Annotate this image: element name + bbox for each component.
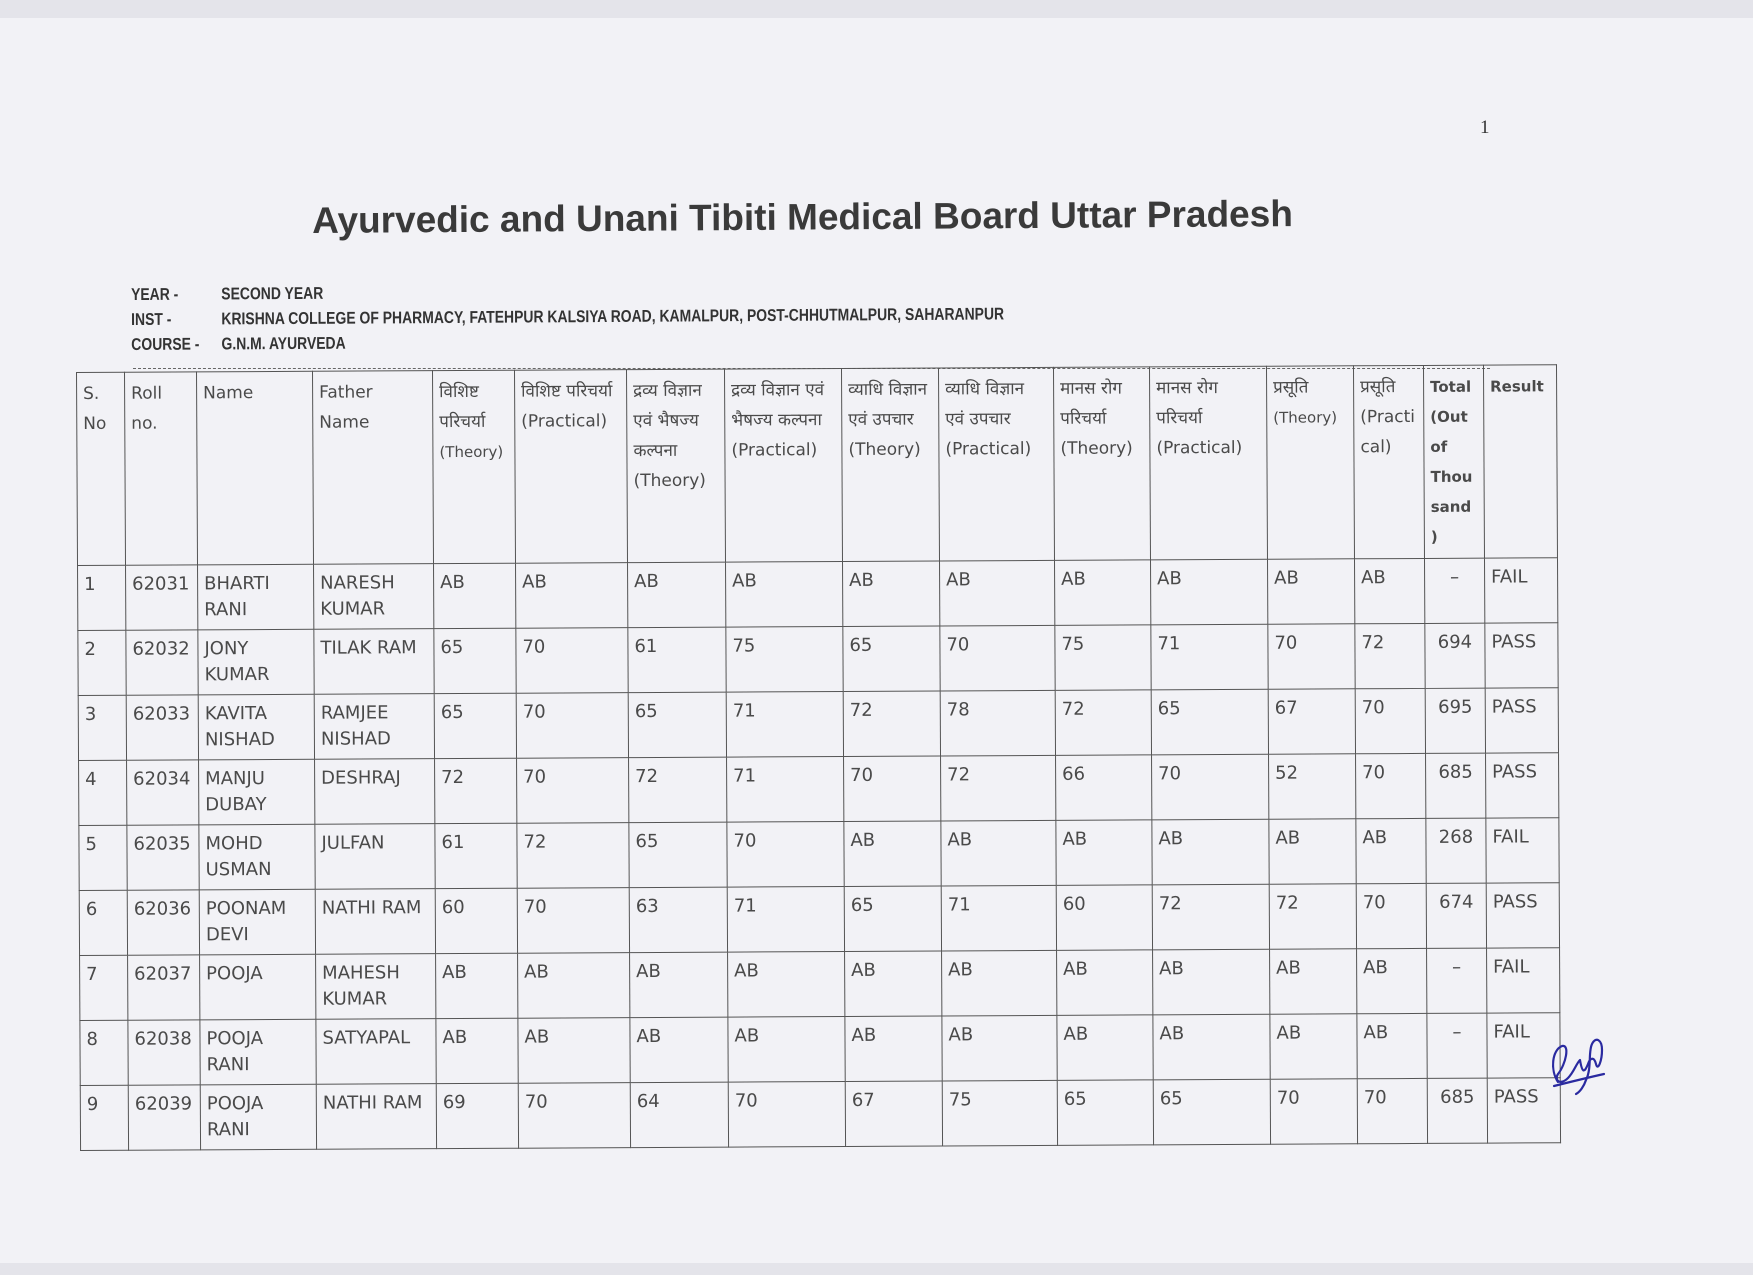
table-cell: 72 (435, 758, 517, 823)
year-value: SECOND YEAR (221, 283, 324, 304)
col-label: व्याधि विज्ञान एवं उपचार (945, 379, 1025, 430)
col-manas-rog-theory (1053, 367, 1150, 561)
table-cell: 70 (940, 625, 1055, 691)
col-label: विशिष्ट परिचर्या (521, 381, 613, 402)
institute-label: INST - (131, 309, 172, 329)
table-cell: POOJA (200, 954, 316, 1020)
table-cell: 72 (1152, 884, 1269, 950)
table-cell: 72 (941, 755, 1056, 821)
table-cell: SATYAPAL (316, 1019, 436, 1085)
table-cell: AB (436, 1018, 518, 1083)
table-body (78, 558, 1561, 1151)
table-cell: 72 (1055, 690, 1151, 756)
table-cell: 70 (1355, 688, 1425, 753)
year-label: YEAR - (131, 284, 179, 304)
table-cell: 75 (942, 1080, 1057, 1146)
table-cell: 4 (79, 760, 127, 825)
table-cell: 70 (1268, 624, 1355, 689)
table-cell: 6 (79, 890, 127, 955)
col-sub-label: (Theory) (1273, 408, 1338, 427)
table-cell: 7 (80, 955, 128, 1020)
table-header-row (77, 365, 1558, 566)
table-cell: JONY KUMAR (198, 629, 314, 695)
table-cell: 685 (1426, 753, 1486, 818)
table-cell: 9 (80, 1085, 128, 1150)
col-prasuti-theory (1266, 366, 1354, 559)
table-cell: AB (1150, 559, 1267, 625)
table-cell: 70 (1270, 1079, 1357, 1144)
table-cell: AB (516, 563, 628, 629)
table-row (80, 1013, 1560, 1086)
table-cell: 2 (78, 630, 126, 695)
table-cell: 62039 (128, 1085, 200, 1150)
table-cell: AB (942, 1015, 1057, 1081)
col-vishisht-paricharya-practical (514, 370, 627, 564)
table-cell: AB (1270, 949, 1357, 1014)
table-cell: 8 (80, 1020, 128, 1085)
table-cell: 70 (1357, 1078, 1427, 1143)
table-cell: NARESH KUMAR (314, 564, 434, 630)
table-cell: 66 (1056, 755, 1152, 821)
col-manas-rog-practical (1149, 366, 1267, 560)
table-cell: 65 (629, 822, 727, 888)
table-cell: AB (436, 953, 518, 1018)
course-label: COURSE - (131, 334, 200, 354)
table-cell: AB (1267, 559, 1354, 624)
table-cell: 67 (845, 1081, 942, 1147)
table-cell: 62035 (127, 825, 199, 890)
table-cell: AB (1269, 819, 1356, 884)
table-cell: PASS (1487, 1078, 1560, 1143)
table-cell: 70 (1152, 754, 1269, 820)
table-cell: AB (628, 562, 726, 628)
table-cell: 70 (516, 693, 628, 759)
institute-value: KRISHNA COLLEGE OF PHARMACY, FATEHPUR KALSIYA ROAD, KAMALPUR, POST-CHHUTMALPUR, SAHARANPUR (221, 304, 1005, 329)
table-cell: 63 (629, 887, 727, 953)
table-cell: 65 (1057, 1080, 1153, 1146)
table-cell: NATHI RAM (316, 1084, 436, 1150)
table-cell: AB (941, 820, 1056, 886)
table-cell: 71 (941, 885, 1056, 951)
table-cell: 268 (1426, 818, 1486, 883)
col-sub-label: (Theory) (633, 470, 706, 492)
col-label: द्रव्य विज्ञान एवं भैषज्य कल्पना (633, 380, 702, 462)
col-label: प्रसूति (1360, 377, 1396, 398)
table-cell: 78 (940, 690, 1055, 756)
table-row (80, 948, 1560, 1021)
table-cell: 65 (434, 628, 516, 693)
col-prasuti-practical (1353, 365, 1424, 558)
table-cell: 52 (1269, 754, 1356, 819)
table-cell: 70 (1356, 883, 1426, 948)
table-cell: AB (1354, 558, 1424, 623)
table-cell: PASS (1485, 623, 1558, 688)
col-sub-label: (Practical) (1156, 437, 1243, 459)
signature-icon (1540, 1020, 1620, 1100)
col-label: प्रसूति (1273, 377, 1309, 398)
table-cell: 70 (1356, 753, 1426, 818)
table-cell: FAIL (1486, 818, 1559, 883)
col-label: मानस रोग परिचर्या (1060, 378, 1122, 429)
table-cell: 5 (79, 825, 127, 890)
table-cell: 61 (435, 823, 517, 888)
table-cell: 62036 (127, 890, 199, 955)
table-cell: 71 (726, 691, 843, 757)
table-row (79, 883, 1559, 956)
col-sub-label: (Theory) (848, 439, 921, 460)
col-result: Result (1483, 365, 1557, 558)
table-cell: 685 (1427, 1078, 1487, 1143)
table-cell: 62038 (128, 1020, 200, 1085)
table-cell: – (1427, 1013, 1487, 1078)
table-cell: 65 (1151, 689, 1268, 755)
col-sub-label: (Theory) (1060, 438, 1133, 459)
table-cell: 71 (727, 756, 844, 822)
table-cell: – (1424, 558, 1484, 623)
table-cell: 62031 (126, 565, 198, 630)
col-label: मानस रोग परिचर्या (1156, 378, 1218, 429)
table-cell: BHARTI RANI (198, 564, 314, 630)
table-cell: RAMJEE NISHAD (314, 694, 434, 760)
table-cell: 70 (516, 628, 628, 694)
table-cell: POONAM DEVI (199, 889, 315, 955)
table-cell: 75 (1055, 625, 1151, 691)
table-cell: 65 (434, 693, 516, 758)
table-cell: 70 (844, 756, 941, 822)
table-row (80, 1078, 1560, 1151)
table-cell: 695 (1425, 688, 1485, 753)
table-cell: 72 (1355, 623, 1425, 688)
table-cell: AB (1056, 820, 1152, 886)
col-label: विशिष्ट परिचर्या (439, 381, 486, 433)
col-total: Total (Out of Thousand) (1423, 365, 1484, 558)
table-cell: 65 (844, 886, 941, 952)
table-cell: 61 (628, 627, 726, 693)
table-cell: AB (518, 1018, 630, 1084)
table-cell: KAVITA NISHAD (198, 694, 314, 760)
col-vyadhi-vigyan-theory (841, 368, 939, 562)
col-sub-label: (Practical) (1360, 406, 1416, 458)
table-cell: 674 (1426, 883, 1486, 948)
col-sub-label: (Practical) (945, 438, 1032, 460)
table-cell: AB (1270, 1014, 1357, 1079)
col-sub-label: (Practical) (731, 440, 818, 461)
col-sub-label: (Theory) (439, 442, 504, 462)
table-cell: AB (844, 821, 941, 887)
table-row (79, 753, 1559, 826)
table-cell: 69 (436, 1083, 518, 1148)
table-cell: AB (728, 951, 845, 1017)
results-table (76, 364, 1561, 1151)
table-cell: 71 (1151, 624, 1268, 690)
table-cell: AB (1357, 1013, 1427, 1078)
table-cell: 72 (843, 691, 940, 757)
table-cell: AB (1057, 1015, 1153, 1081)
table-cell: 694 (1425, 623, 1485, 688)
col-dravya-vigyan-practical (724, 368, 842, 562)
table-cell: 65 (628, 692, 726, 758)
table-cell: 70 (517, 888, 629, 954)
col-father-name: Father Name (312, 371, 433, 565)
table-cell: 71 (727, 886, 844, 952)
table-cell: 62033 (126, 695, 198, 760)
table-cell: PASS (1486, 883, 1559, 948)
col-serial-no: S. No (77, 372, 126, 565)
table-cell: DESHRAJ (315, 759, 435, 825)
table-cell: 60 (1056, 885, 1152, 951)
table-cell: AB (434, 563, 516, 628)
table-cell: 70 (518, 1083, 630, 1149)
table-cell: MAHESH KUMAR (316, 954, 436, 1020)
table-cell: 3 (78, 695, 126, 760)
table-cell: POOJA RANI (200, 1019, 316, 1085)
table-cell: PASS (1486, 753, 1559, 818)
col-name: Name (197, 371, 314, 565)
table-cell: FAIL (1487, 948, 1560, 1013)
table-cell: 70 (517, 758, 629, 824)
col-vyadhi-vigyan-practical (938, 367, 1054, 561)
col-label: द्रव्य विज्ञान एवं भैषज्य कल्पना (731, 380, 825, 431)
table-cell: PASS (1485, 688, 1558, 753)
table-cell: 62034 (127, 760, 199, 825)
col-label: व्याधि विज्ञान एवं उपचार (848, 379, 928, 430)
exam-details (131, 276, 1004, 357)
table-cell: AB (726, 561, 843, 627)
table-cell: AB (728, 1016, 845, 1082)
table-row (78, 558, 1558, 631)
table-cell: 75 (726, 626, 843, 692)
table-row (78, 688, 1558, 761)
table-cell: NATHI RAM (315, 889, 435, 955)
table-cell: AB (845, 1016, 942, 1082)
table-cell: FAIL (1484, 558, 1557, 623)
table-cell: 70 (727, 821, 844, 887)
table-cell: AB (630, 1017, 728, 1083)
table-cell: 64 (630, 1082, 728, 1148)
table-cell: 67 (1268, 689, 1355, 754)
table-cell: 72 (1269, 884, 1356, 949)
page-number: 1 (1480, 117, 1490, 138)
table-cell: 70 (728, 1081, 845, 1147)
table-cell: AB (1153, 949, 1270, 1015)
table-cell: AB (1153, 1014, 1270, 1080)
table-cell: 1 (78, 565, 126, 630)
col-vishisht-paricharya-theory (432, 370, 515, 563)
table-cell: 62037 (128, 955, 200, 1020)
table-cell: FAIL (1487, 1013, 1560, 1078)
table-cell: 62032 (126, 630, 198, 695)
board-title: Ayurvedic and Unani Tibiti Medical Board Uttar Pradesh (312, 193, 1293, 241)
table-cell: AB (1356, 818, 1426, 883)
table-cell: MANJU DUBAY (199, 759, 315, 825)
table-cell: AB (1054, 560, 1150, 626)
table-cell: AB (845, 951, 942, 1017)
table-cell: AB (940, 560, 1055, 626)
table-cell: AB (843, 561, 940, 627)
col-roll-no: Roll no. (125, 372, 198, 565)
table-cell: 60 (435, 888, 517, 953)
table-cell: 72 (629, 757, 727, 823)
table-cell: AB (1357, 948, 1427, 1013)
course-value: G.N.M. AYURVEDA (221, 333, 346, 354)
table-cell: MOHD USMAN (199, 824, 315, 890)
col-dravya-vigyan-theory (626, 369, 725, 563)
col-sub-label: (Practical) (521, 411, 608, 432)
table-cell: AB (942, 950, 1057, 1016)
table-cell: AB (1057, 950, 1153, 1016)
table-cell: AB (630, 952, 728, 1018)
table-row (79, 818, 1559, 891)
table-cell: 65 (1153, 1079, 1270, 1145)
table-cell: 65 (843, 626, 940, 692)
table-cell: 72 (517, 823, 629, 889)
table-cell: POOJA RANI (200, 1084, 316, 1150)
table-row (78, 623, 1558, 696)
table-cell: JULFAN (315, 824, 435, 890)
table-cell: – (1427, 948, 1487, 1013)
table-cell: AB (518, 953, 630, 1019)
table-cell: AB (1152, 819, 1269, 885)
table-cell: TILAK RAM (314, 629, 434, 695)
